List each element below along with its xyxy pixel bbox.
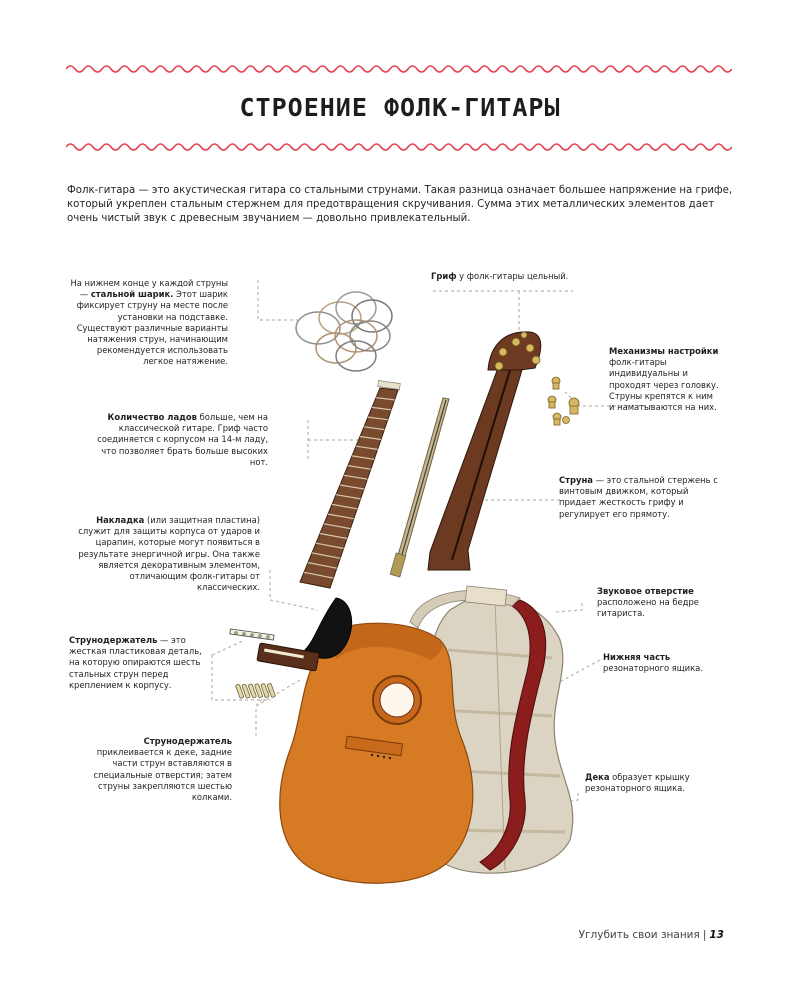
callout-bridge — [86, 736, 232, 803]
page-title: СТРОЕНИЕ ФОЛК-ГИТАРЫ — [239, 93, 561, 122]
callout-truss-bold: Струна — [559, 475, 593, 485]
footer-text: Углубить свои знания — [578, 929, 700, 941]
callout-ball-text: Этот шарик фиксирует струну на месте после установки на подставке. Существуют различные варианты натяжения струн, начинающим рекомендуется использовать легкое натяжение. — [76, 289, 228, 367]
callout-tuners-text: фолк-гитары индивидуальны и проходят через головку. Струны крепятся к ним и наматываются на них. — [609, 357, 719, 413]
callout-saddle-text: — это жесткая пластиковая деталь, на которую опираются шесть стальных струн перед креплением к корпусу. — [69, 635, 202, 690]
callout-saddle — [69, 635, 209, 691]
intro-paragraph: Фолк-гитара — это акустическая гитара со стальными струнами. Такая разница означает большее напряжение на грифе, который укреплен стальным стержнем для предотвращения скручивания. Сумма этих металлических элементов дает очень чистый звук с древесным звучанием — довольно привлекательный. — [67, 185, 733, 224]
tuning-machines — [548, 377, 579, 425]
footer-separator: | — [702, 929, 707, 941]
callout-truss-rod — [559, 475, 719, 520]
callout-ball-end — [66, 278, 228, 368]
callout-soundhole-text: расположено на бедре гитариста. — [597, 597, 699, 619]
callout-ball-bold: стальной шарик. — [90, 289, 174, 300]
fretboard — [300, 380, 400, 588]
callout-back-text: резонаторного ящика. — [603, 663, 703, 674]
callout-ball-pre: На нижнем конце у каждой струны — — [70, 278, 228, 300]
callout-top-text: образует крышку резонаторного ящика. — [585, 772, 690, 794]
bridge-pins — [235, 674, 275, 708]
saddle — [230, 629, 274, 640]
callout-top-bold: Дека — [585, 772, 610, 782]
callout-neck — [431, 271, 611, 282]
callout-back-bold: Нижняя часть — [603, 652, 671, 662]
callout-frets — [90, 412, 268, 468]
callout-neck-bold: Гриф — [431, 271, 457, 281]
guitar-neck — [428, 332, 541, 570]
callout-bridge-bold: Струнодержатель — [143, 736, 232, 746]
callout-saddle-bold: Струнодержатель — [69, 635, 158, 645]
callout-soundhole-bold: Звуковое отверстие — [597, 586, 694, 596]
callout-truss-text: — это стальной стержень с винтовым движком, который придает жесткость грифу и регулирует его прямоту. — [559, 475, 718, 519]
callout-bridge-text: приклеивается к деке, задние части струн вставляются в специальные отверстия; затем струны закрепляются шестью колками. — [93, 747, 232, 803]
callout-frets-bold: Количество ладов — [107, 412, 197, 422]
callout-tuners-bold: Механизмы настройки — [609, 346, 719, 356]
strings-coil — [296, 292, 392, 371]
callout-pickguard-text: (или защитная пластина) служит для защиты корпуса от ударов и царапин, которые могут появиться в результате энергичной игры. Она также является декоративным элементом, отличающим фолк-гитары от классических. — [78, 515, 260, 593]
callout-back — [603, 652, 733, 674]
page-number: 13 — [709, 929, 724, 941]
callout-top — [585, 772, 695, 794]
page-footer — [579, 929, 724, 941]
callout-neck-text: у фолк-гитары цельный. — [456, 271, 569, 281]
callout-frets-text: больше, чем на классической гитаре. Гриф часто соединяется с корпусом на 14-м ладу, что позволяет брать больше высоких нот. — [97, 412, 268, 467]
callout-pickguard — [72, 515, 260, 593]
callout-soundhole — [597, 586, 717, 620]
callout-pickguard-bold: Накладка — [96, 515, 145, 525]
callout-tuners — [609, 346, 719, 413]
